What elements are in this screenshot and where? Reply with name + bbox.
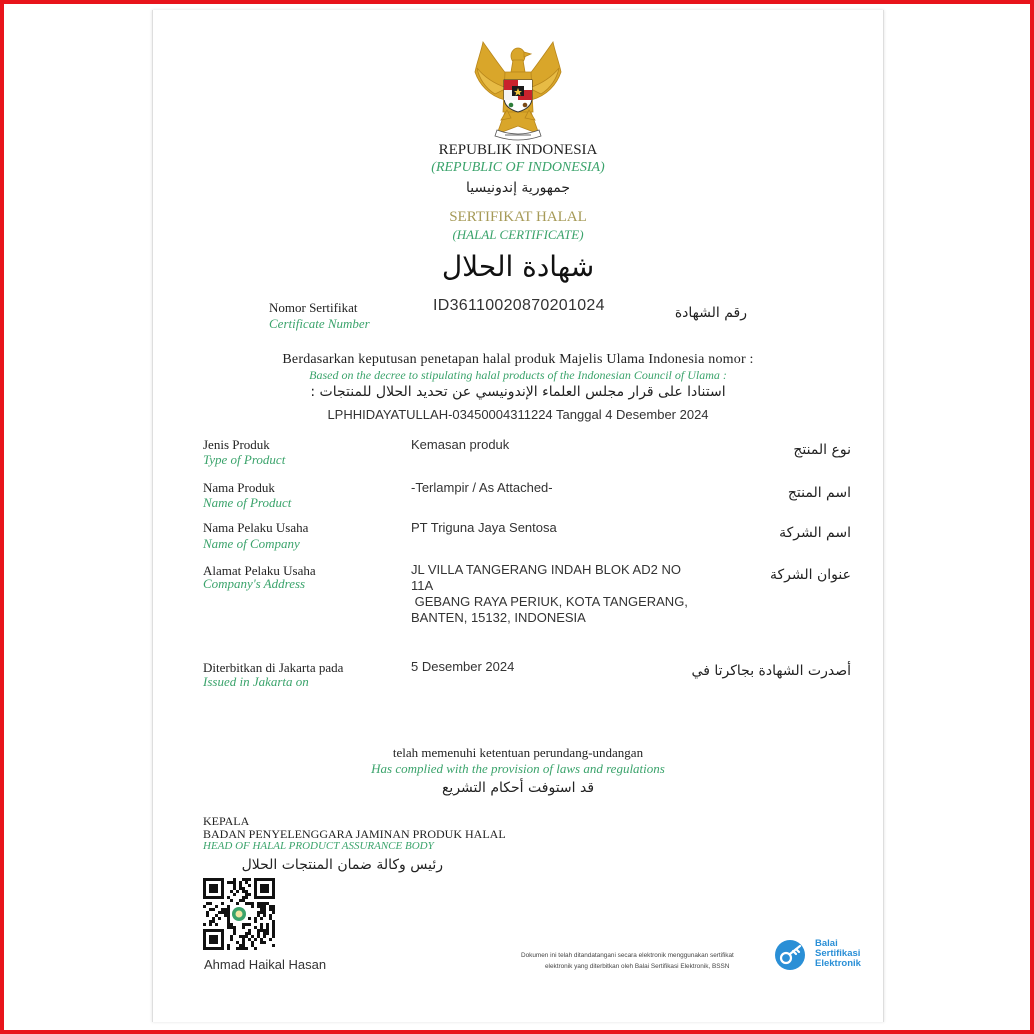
issued-label-ar: أصدرت الشهادة بجاكرتا في [691,663,851,679]
signatory-title-ar: رئيس وكالة ضمان المنتجات الحلال [241,857,443,873]
qr-code-icon[interactable] [203,878,275,950]
company-address-line-2: 11A [411,578,434,593]
product-name-label-ar: اسم المنتج [787,485,851,501]
company-name-label-en: Name of Company [203,536,300,551]
product-type-label: Jenis Produk [203,437,270,452]
issued-label-en: Issued in Jakarta on [203,674,309,689]
certificate-number-label-en: Certificate Number [269,316,370,331]
company-address-label-en: Company's Address [203,576,306,591]
issued-label: Diterbitkan di Jakarta pada [203,660,344,675]
country-name: REPUBLIK INDONESIA [438,142,598,158]
certificate-page [152,10,884,1022]
compliance-text-en: Has complied with the provision of laws and regulations [371,761,665,776]
signatory-name: Ahmad Haikal Hasan [204,957,327,972]
country-name-ar: جمهورية إندونيسيا [465,180,571,196]
company-address-line-4: BANTEN, 15132, INDONESIA [411,610,586,625]
company-address-label: Alamat Pelaku Usaha [203,563,316,578]
product-type-value: Kemasan produk [411,437,510,452]
bsre-label-1: Balai [815,938,838,949]
product-type-label-ar: نوع المنتج [793,442,851,458]
certificate-number: ID36110020870201024 [433,297,605,314]
company-name-label: Nama Pelaku Usaha [203,520,309,535]
certificate-title-en: (HALAL CERTIFICATE) [452,227,584,242]
company-name-label-ar: اسم الشركة [779,525,851,541]
product-name-label-en: Name of Product [203,495,292,510]
decree-text-en: Based on the decree to stipulating halal products of the Indonesian Council of Ulama : [309,368,727,382]
bsre-label-2: Sertifikasi [815,948,861,959]
company-address-label-ar: عنوان الشركة [770,567,851,583]
compliance-text: telah memenuhi ketentuan perundang-undangan [392,745,644,760]
decree-text: Berdasarkan keputusan penetapan halal produk Majelis Ulama Indonesia nomor : [282,352,754,367]
product-name-label: Nama Produk [203,480,275,495]
signatory-title-2: BADAN PENYELENGGARA JAMINAN PRODUK HALAL [203,827,506,841]
bsre-logo-icon [773,938,807,972]
country-name-en: (REPUBLIC OF INDONESIA) [431,160,605,175]
certificate-number-label-ar: رقم الشهادة [674,305,747,321]
product-name-value: -Terlampir / As Attached- [411,480,553,495]
esign-note-line-2: elektronik yang diterbitkan oleh Balai Sertifikasi Elektronik, BSSN [545,963,730,970]
decree-text-ar: استنادا على قرار مجلس العلماء الإندونيسي عن تحديد الحلال للمنتجات : [310,384,726,400]
product-type-label-en: Type of Product [203,452,286,467]
signatory-title-1: KEPALA [203,814,250,828]
signatory-title-en: HEAD OF HALAL PRODUCT ASSURANCE BODY [203,840,434,852]
garuda-emblem-icon [471,38,565,142]
issued-date: 5 Desember 2024 [411,659,515,674]
esign-note-line-1: Dokumen ini telah ditandatangani secara elektronik menggunakan sertifikat [521,952,734,959]
company-address-line-3: GEBANG RAYA PERIUK, KOTA TANGERANG, [411,594,688,609]
company-address-line-1: JL VILLA TANGERANG INDAH BLOK AD2 NO [411,562,681,577]
compliance-text-ar: قد استوفت أحكام التشريع [441,780,595,796]
bsre-label-3: Elektronik [815,958,861,969]
certificate-title-ar: شهادة الحلال [441,250,595,283]
decree-reference: LPHHIDAYATULLAH-03450004311224 Tanggal 4 Desember 2024 [327,407,709,422]
company-name-value: PT Triguna Jaya Sentosa [411,520,557,535]
certificate-title: SERTIFIKAT HALAL [449,209,587,225]
certificate-number-label: Nomor Sertifikat [269,300,358,315]
